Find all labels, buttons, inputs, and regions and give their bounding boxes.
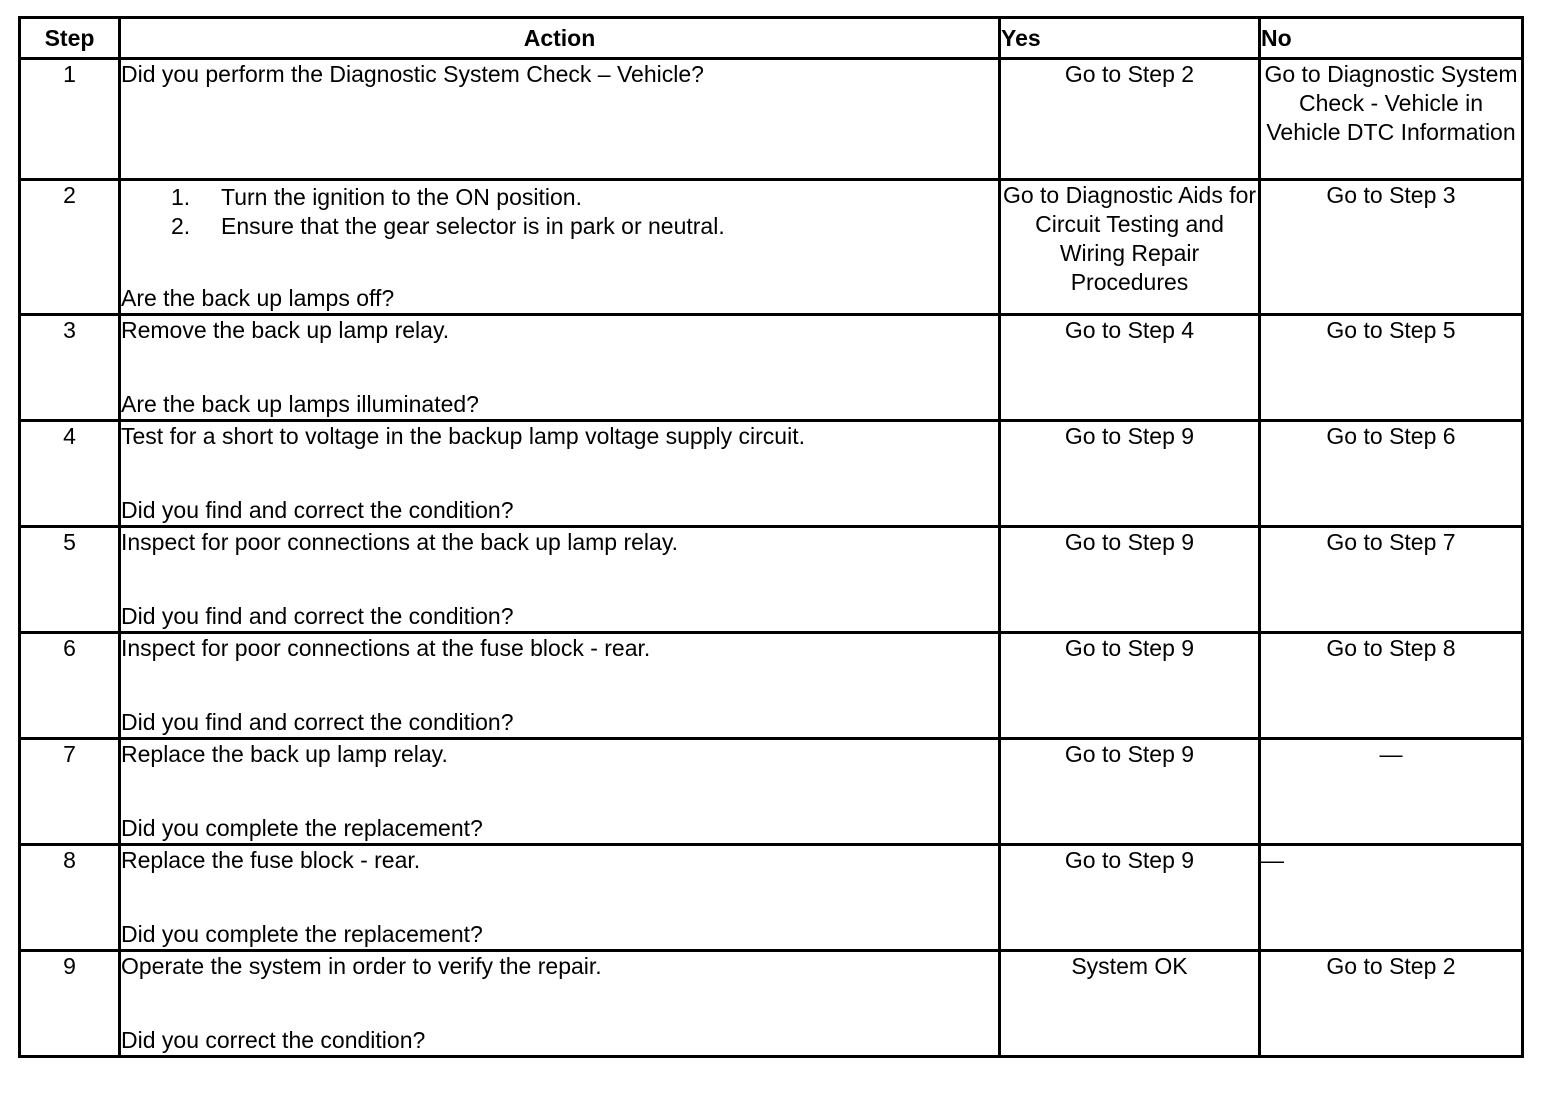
action-cell xyxy=(120,421,1000,527)
no-cell: Go to Step 3 xyxy=(1260,180,1523,315)
table-row xyxy=(20,315,1523,421)
header-step: Step xyxy=(20,18,120,59)
step-number: 3 xyxy=(20,315,120,421)
substep-text: Turn the ignition to the ON position. xyxy=(221,184,582,210)
yes-cell: Go to Step 9 xyxy=(1000,739,1260,845)
action-text: Replace the back up lamp relay. xyxy=(121,741,448,767)
question-text: Did you find and correct the condition? xyxy=(121,603,514,629)
question-text: Did you correct the condition? xyxy=(121,1027,426,1053)
action-text: Inspect for poor connections at the back up lamp relay. xyxy=(121,529,678,555)
no-cell: Go to Step 5 xyxy=(1260,315,1523,421)
yes-cell: Go to Step 9 xyxy=(1000,421,1260,527)
question-text: Are the back up lamps illuminated? xyxy=(121,391,479,417)
yes-cell: Go to Step 4 xyxy=(1000,315,1260,421)
substep-number: 2. xyxy=(171,213,191,239)
action-cell xyxy=(120,180,1000,315)
step-number: 4 xyxy=(20,421,120,527)
step-number: 2 xyxy=(20,180,120,315)
yes-cell: Go to Diagnostic Aids for Circuit Testing and Wiring Repair Procedures xyxy=(1000,180,1260,315)
header-no: No xyxy=(1260,18,1523,59)
table-row xyxy=(20,633,1523,739)
step-number: 8 xyxy=(20,845,120,951)
action-text: Test for a short to voltage in the backup lamp voltage supply circuit. xyxy=(121,423,805,449)
action-cell xyxy=(120,315,1000,421)
substep-item xyxy=(121,183,998,212)
action-cell xyxy=(120,633,1000,739)
question-text: Are the back up lamps off? xyxy=(121,285,395,311)
yes-cell: Go to Step 9 xyxy=(1000,633,1260,739)
substep-text: Ensure that the gear selector is in park or neutral. xyxy=(221,213,725,239)
step-number: 5 xyxy=(20,527,120,633)
table-row xyxy=(20,180,1523,315)
table-row xyxy=(20,739,1523,845)
question-text: Did you find and correct the condition? xyxy=(121,709,514,735)
yes-cell: Go to Step 2 xyxy=(1000,59,1260,180)
action-text: Inspect for poor connections at the fuse block - rear. xyxy=(121,635,651,661)
no-cell: Go to Step 6 xyxy=(1260,421,1523,527)
action-cell xyxy=(120,527,1000,633)
table-header-row xyxy=(20,18,1523,59)
action-text: Replace the fuse block - rear. xyxy=(121,847,421,873)
table-row xyxy=(20,59,1523,180)
no-cell: Go to Diagnostic System Check - Vehicle in Vehicle DTC Information xyxy=(1260,59,1523,180)
question-text: Did you find and correct the condition? xyxy=(121,497,514,523)
yes-cell: System OK xyxy=(1000,951,1260,1057)
header-action: Action xyxy=(120,18,1000,59)
table-row xyxy=(20,845,1523,951)
step-number: 9 xyxy=(20,951,120,1057)
action-text: Remove the back up lamp relay. xyxy=(121,317,450,343)
header-yes: Yes xyxy=(1000,18,1260,59)
action-cell xyxy=(120,59,1000,180)
action-cell xyxy=(120,739,1000,845)
no-cell: Go to Step 7 xyxy=(1260,527,1523,633)
yes-cell: Go to Step 9 xyxy=(1000,527,1260,633)
step-number: 7 xyxy=(20,739,120,845)
table-row xyxy=(20,421,1523,527)
action-text: Operate the system in order to verify the repair. xyxy=(121,953,602,979)
substep-number: 1. xyxy=(171,184,191,210)
table-row xyxy=(20,951,1523,1057)
no-cell: Go to Step 8 xyxy=(1260,633,1523,739)
no-cell: — xyxy=(1260,739,1523,845)
yes-cell: Go to Step 9 xyxy=(1000,845,1260,951)
question-text: Did you complete the replacement? xyxy=(121,921,483,947)
action-text: Did you perform the Diagnostic System Check – Vehicle? xyxy=(121,61,704,87)
substep-list xyxy=(121,183,998,241)
no-cell: Go to Step 2 xyxy=(1260,951,1523,1057)
diagnostic-table xyxy=(18,16,1524,1058)
table-row xyxy=(20,527,1523,633)
no-cell: — xyxy=(1260,845,1523,951)
question-text: Did you complete the replacement? xyxy=(121,815,483,841)
substep-item xyxy=(121,212,998,241)
action-cell xyxy=(120,951,1000,1057)
action-cell xyxy=(120,845,1000,951)
step-number: 1 xyxy=(20,59,120,180)
step-number: 6 xyxy=(20,633,120,739)
